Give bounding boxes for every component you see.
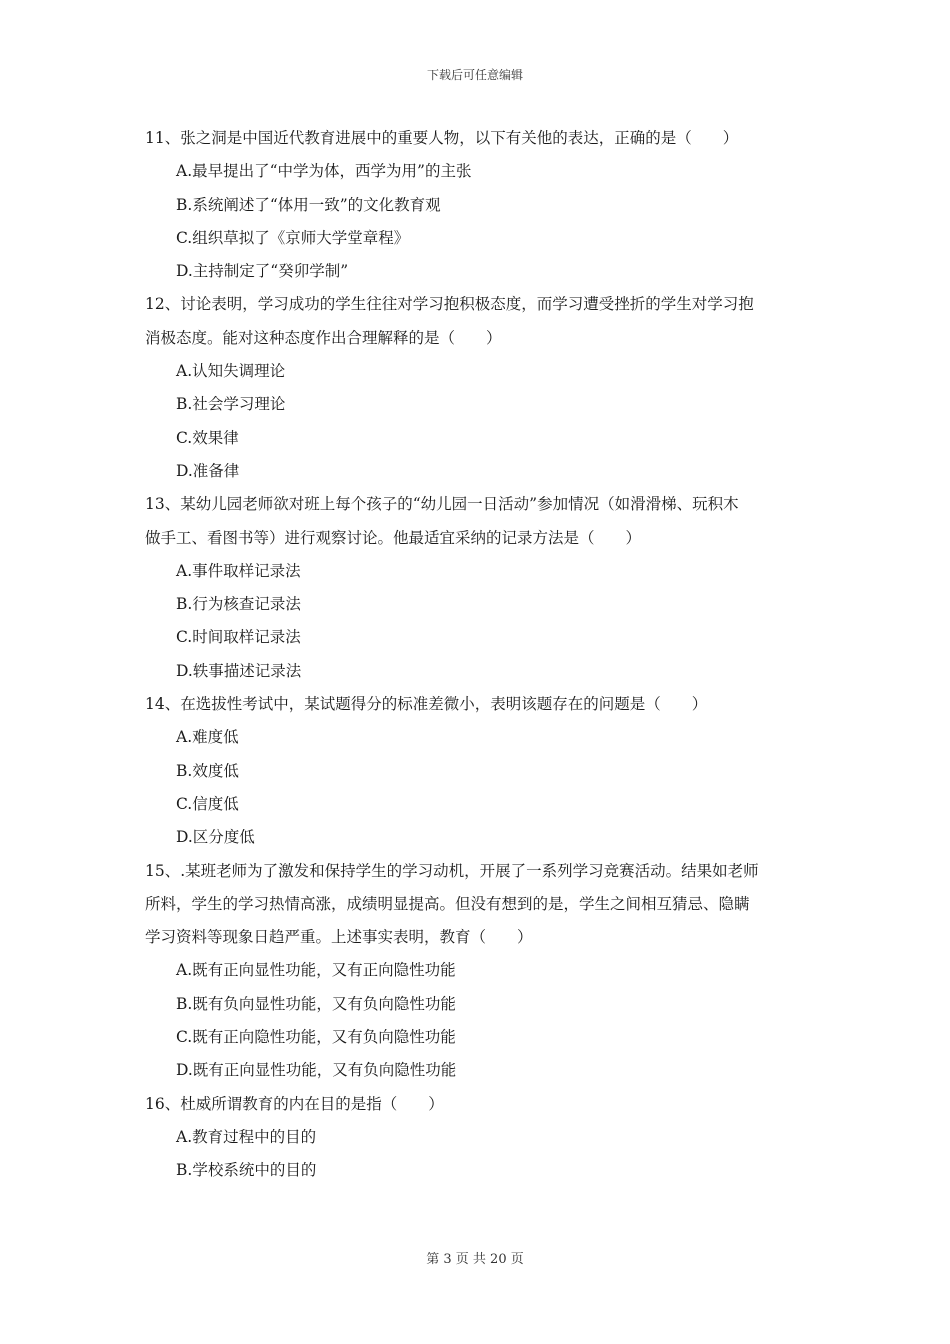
page-header: 下载后可任意编辑 <box>426 68 523 82</box>
answer-option: D.区分度低 <box>176 828 255 847</box>
question-stem-line: 学习资料等现象日趋严重。上述事实表明，教育（ ） <box>145 928 533 947</box>
answer-option: A.事件取样记录法 <box>176 561 301 580</box>
page-footer: 第 3 页 共 20 页 <box>426 1252 524 1267</box>
question-stem-line: 12、讨论表明，学习成功的学生往往对学习抱积极态度，而学习遭受挫折的学生对学习抱 <box>145 295 754 314</box>
answer-option: C.组织草拟了《京师大学堂章程》 <box>176 228 410 247</box>
answer-option: D.主持制定了“癸卯学制” <box>176 262 349 281</box>
answer-option: C.信度低 <box>176 794 239 813</box>
question-stem-line: 15、.某班老师为了激发和保持学生的学习动机，开展了一系列学习竞赛活动。结果如老师 <box>145 861 759 880</box>
answer-option: D.轶事描述记录法 <box>176 661 302 680</box>
question-block <box>145 488 810 688</box>
answer-option: B.效度低 <box>176 761 239 780</box>
question-stem-line: 14、在选拔性考试中，某试题得分的标准差微小，表明该题存在的问题是（ ） <box>145 695 708 714</box>
question-block <box>145 688 810 854</box>
question-stem-line: 16、杜威所谓教育的内在目的是指（ ） <box>145 1094 444 1113</box>
answer-option: A.最早提出了“中学为体，西学为用”的主张 <box>176 162 472 181</box>
answer-option: B.既有负向显性功能，又有负向隐性功能 <box>176 994 456 1013</box>
answer-option: B.学校系统中的目的 <box>176 1161 317 1180</box>
question-stem-line: 11、张之洞是中国近代教育进展中的重要人物，以下有关他的表达，正确的是（ ） <box>145 129 739 147</box>
question-stem-line: 13、某幼儿园老师欲对班上每个孩子的“幼儿园一日活动”参加情况（如滑滑梯、玩积木 <box>145 495 739 514</box>
answer-option: A.认知失调理论 <box>176 362 286 381</box>
question-stem-line: 所料，学生的学习热情高涨，成绩明显提高。但没有想到的是，学生之间相互猜忌、隐瞒 <box>145 894 750 913</box>
answer-option: A.难度低 <box>176 728 239 747</box>
answer-option: B.社会学习理论 <box>176 395 286 414</box>
answer-option: D.既有正向显性功能，又有负向隐性功能 <box>176 1061 457 1080</box>
question-block <box>145 122 810 288</box>
answer-option: D.准备律 <box>176 461 240 480</box>
answer-option: B.系统阐述了“体用一致”的文化教育观 <box>176 195 441 214</box>
question-stem-line: 做手工、看图书等）进行观察讨论。他最适宜采纳的记录方法是（ ） <box>145 528 642 547</box>
question-block <box>145 1088 810 1188</box>
question-list <box>145 122 810 1188</box>
question-stem-line: 消极态度。能对这种态度作出合理解释的是（ ） <box>145 328 502 347</box>
answer-option: C.时间取样记录法 <box>176 628 301 647</box>
answer-option: A.教育过程中的目的 <box>176 1127 317 1146</box>
answer-option: B.行为核查记录法 <box>176 595 301 614</box>
answer-option: A.既有正向显性功能，又有正向隐性功能 <box>176 961 456 980</box>
question-block <box>145 855 810 1088</box>
answer-option: C.既有正向隐性功能，又有负向隐性功能 <box>176 1028 456 1047</box>
answer-option: C.效果律 <box>176 428 239 447</box>
question-block <box>145 288 810 488</box>
